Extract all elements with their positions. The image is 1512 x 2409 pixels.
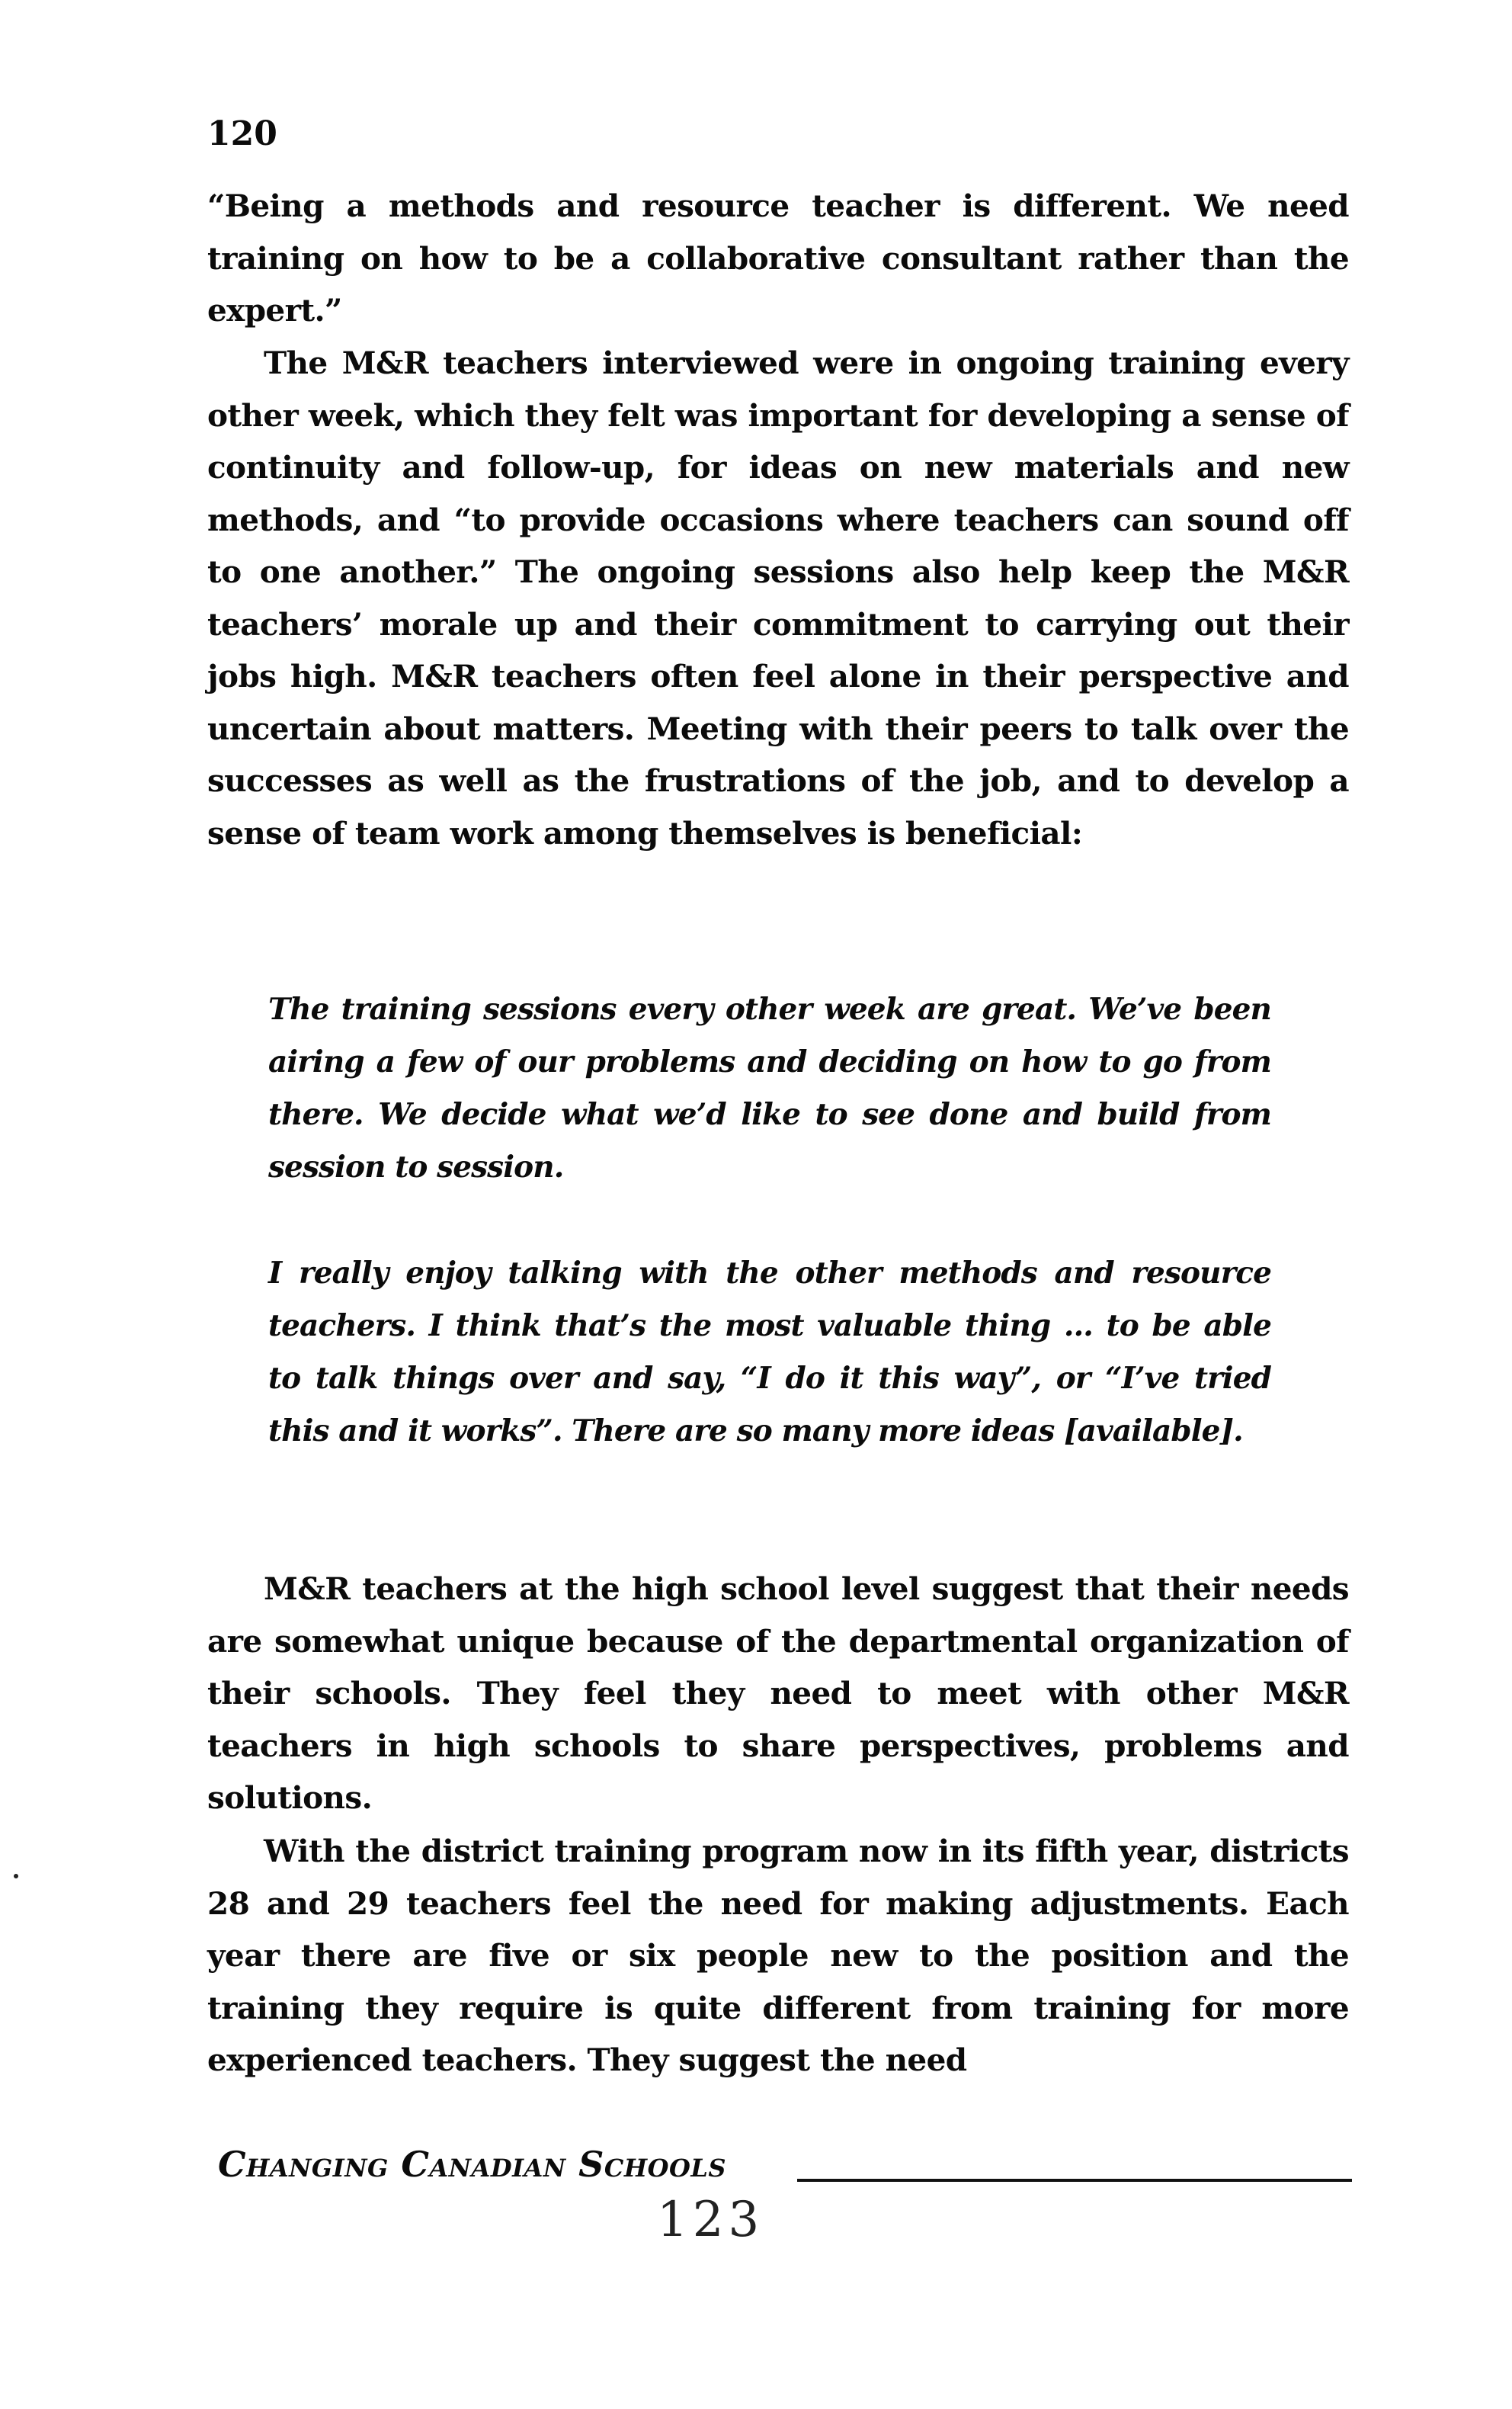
body-paragraph-high-school: M&R teachers at the high school level suggest that their needs are somewhat unique because of the departmental organization of their schools. They feel they need to meet with other M&R teachers in high schools to share perspectives, problems and solutions. — [207, 1570, 1349, 1816]
quote-paragraph-intro: “Being a methods and resource teacher is different. We need training on how to be a collaborative consultant rather than the expert.” — [207, 188, 1349, 329]
body-paragraph-ongoing-training: The M&R teachers interviewed were in ongoing training every other week, which they felt was important for developing a sense of continuity and follow-up, for ideas on new materials and new methods, and “to provide occasions where teachers can sound off to one another.” The ongoing sessions also help keep the M&R teachers’ morale up and their commitment to carrying out their jobs high. M&R teachers often feel alone in their perspective and uncertain about matters. Meeting with their peers to talk over the successes as well as the frustrations of the job, and to develop a sense of team work among themselves is beneficial: — [207, 345, 1349, 852]
block-quote-training-sessions: The training sessions every other week are great. We’ve been airing a few of our problems and deciding on how to go from there. We decide what we’d like to see done and build from session to session. — [268, 992, 1271, 1185]
page-number: 120 — [207, 114, 277, 153]
margin-speck — [14, 1874, 18, 1878]
footer-folio-number: 123 — [657, 2192, 764, 2248]
footer-book-title: Changing Canadian Schools — [218, 2144, 726, 2185]
block-quote-talking-with-teachers: I really enjoy talking with the other methods and resource teachers. I think that’s the most valuable thing ... to be able to talk things over and say, “I do it this way”, or “I’ve tried this and it works”. There are so many more ideas [available]. — [268, 1256, 1271, 1448]
footer-rule — [797, 2179, 1352, 2182]
body-paragraph-district-training: With the district training program now in its fifth year, districts 28 and 29 teachers feel the need for making adjustments. Each year there are five or six people new to the position and the training they require is quite different from training for more experienced teachers. They suggest the need — [207, 1833, 1349, 2078]
